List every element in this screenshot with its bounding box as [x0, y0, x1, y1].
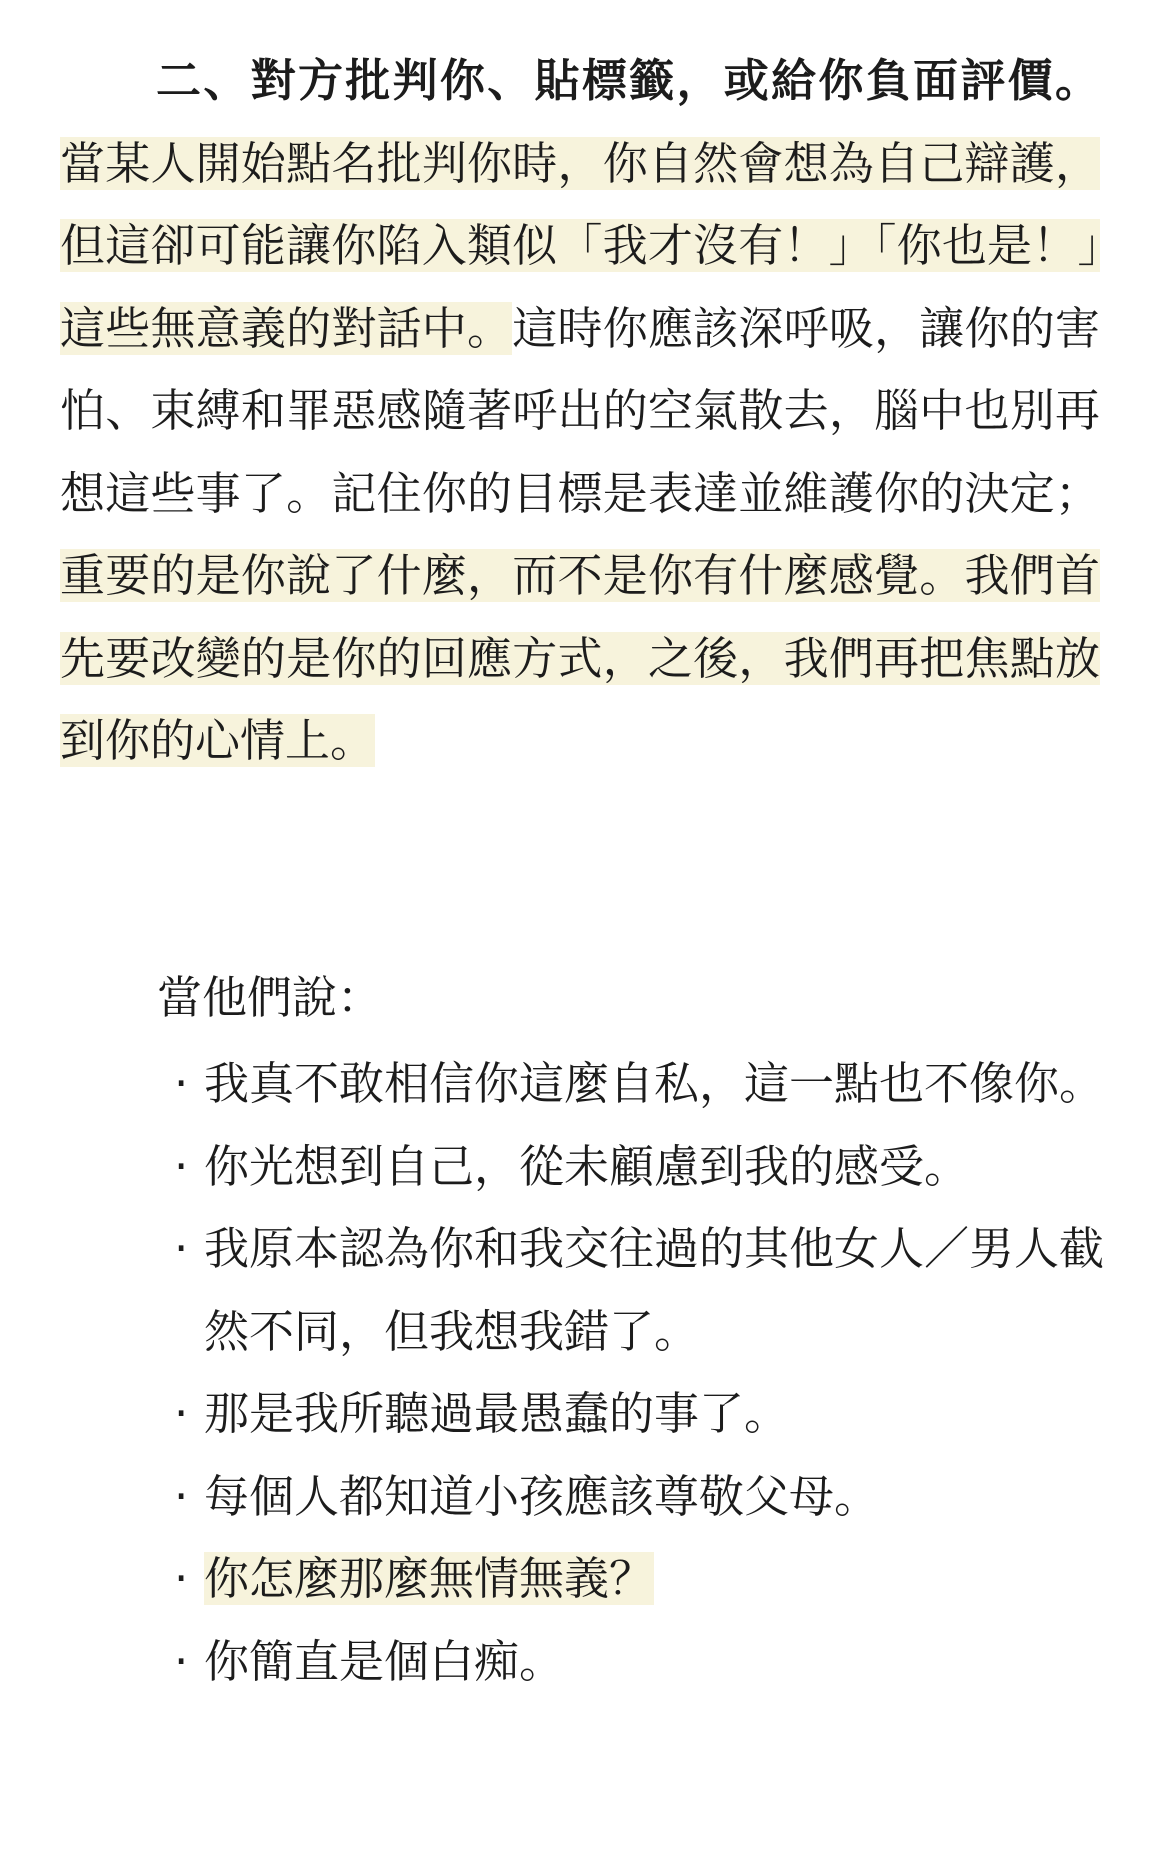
highlight-intro[interactable]: 當某人開始點名批判你時，你自然會想為自己辯護，但這卻可能讓你陷入類似「我才沒有！」「你也是！」這些無意義的對話中。	[60, 136, 1100, 355]
list-item-text: 你簡直是個白痴。	[204, 1634, 565, 1688]
list-item	[164, 1456, 1104, 1539]
list-lead: 當他們說：	[157, 971, 383, 1024]
bullet-icon: ·	[174, 1057, 189, 1110]
quote-list	[164, 1043, 1104, 1703]
bullet-icon: ·	[174, 1634, 189, 1688]
list-item-text: 你光想到自己，從未顧慮到我的感受。	[204, 1139, 970, 1193]
bullet-icon: ·	[174, 1552, 189, 1605]
section-heading: 二、對方批判你、貼標籤，或給你負面評價。	[156, 54, 1100, 107]
bullet-icon: ·	[174, 1139, 189, 1193]
list-item	[164, 1538, 1104, 1621]
list-item-text: 我原本認為你和我交往過的其他女人／男人截然不同，但我想我錯了。	[204, 1222, 1105, 1358]
list-item	[164, 1373, 1104, 1456]
list-item	[164, 1126, 1104, 1209]
bullet-icon: ·	[174, 1469, 189, 1523]
list-item-text: 每個人都知道小孩應該尊敬父母。	[204, 1469, 880, 1523]
list-item-text: 我真不敢相信你這麼自私，這一點也不像你。	[204, 1057, 1105, 1110]
bullet-icon: ·	[174, 1387, 189, 1440]
bullet-icon: ·	[174, 1222, 189, 1275]
highlight-closing[interactable]: 重要的是你說了什麼，而不是你有什麼感覺。我們首先要改變的是你的回應方式，之後，我們再把焦點放到你的心情上。	[60, 549, 1100, 767]
list-item	[164, 1043, 1104, 1126]
highlight-list-item[interactable]: 你怎麼那麼無情無義？	[204, 1552, 655, 1605]
list-item-text: 那是我所聽過最愚蠢的事了。	[204, 1387, 790, 1440]
section-paragraph	[60, 40, 1100, 783]
list-item	[164, 1208, 1104, 1373]
paragraph-middle: 這時你應該深呼吸，讓你的害怕、束縛和罪惡感隨著呼出的空氣散去，腦中也別再想這些事了。記住你的目標是表達並維護你的決定；	[60, 301, 1100, 520]
list-item	[164, 1621, 1104, 1704]
